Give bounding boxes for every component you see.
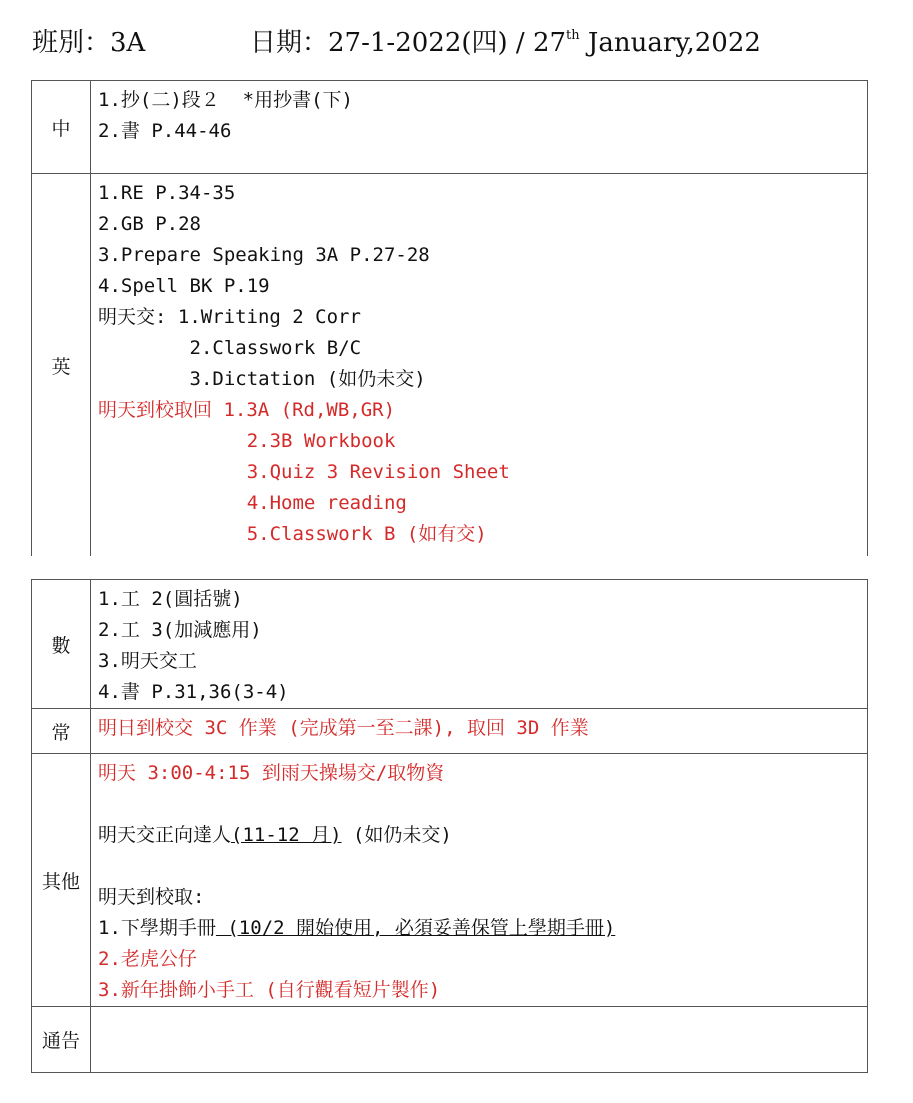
others-line-4 xyxy=(98,913,867,944)
row-notice xyxy=(32,1007,868,1073)
row-chinese xyxy=(32,81,868,174)
english-red-line-1: 明天到校取回 1.3A (Rd,WB,GR) xyxy=(98,399,396,421)
english-red-line-4: 4.Home reading xyxy=(98,492,407,514)
subject-others: 其他 xyxy=(32,754,91,1007)
date-ordinal-suffix: th xyxy=(566,28,580,43)
others-line-2 xyxy=(98,820,867,851)
others-line-4-underlined: (10/2 開始使用, 必須妥善保管上學期手冊) xyxy=(215,917,616,939)
subject-english: 英 xyxy=(32,174,91,557)
subject-notice: 通告 xyxy=(32,1007,91,1073)
homework-table-top xyxy=(31,80,868,556)
english-line-5: 明天交: 1.Writing 2 Corr xyxy=(98,306,361,328)
others-spacer-2 xyxy=(98,851,867,882)
class-label: 班別：3A xyxy=(32,28,146,58)
english-line-2: 2.GB P.28 xyxy=(98,213,201,235)
date-text: 日期：27-1-2022(四) / 27 xyxy=(250,28,567,58)
others-line-4-prefix: 1.下學期手冊 xyxy=(98,917,216,939)
others-line-6: 3.新年掛飾小手工 (自行觀看短片製作) xyxy=(98,979,441,1001)
others-line-2-suffix: (如仍未交) xyxy=(341,824,452,846)
english-red-line-5: 5.Classwork B (如有交) xyxy=(98,523,487,545)
english-line-1: 1.RE P.34-35 xyxy=(98,182,236,204)
others-line-3: 明天到校取: xyxy=(98,886,205,908)
subject-math: 數 xyxy=(32,580,91,709)
math-line-1: 1.工 2(圓括號) xyxy=(98,588,243,610)
page-header xyxy=(32,22,892,62)
homework-table-bottom xyxy=(31,579,868,1073)
others-line-2-underlined: (11-12 月) xyxy=(231,824,342,846)
subject-general: 常 xyxy=(32,709,91,754)
content-math xyxy=(91,580,868,709)
english-red-line-3: 3.Quiz 3 Revision Sheet xyxy=(98,461,510,483)
row-english xyxy=(32,174,868,557)
others-spacer-1 xyxy=(98,789,867,820)
chinese-line-2: 2.書 P.44-46 xyxy=(98,120,232,142)
math-line-2: 2.工 3(加減應用) xyxy=(98,619,262,641)
english-line-4: 4.Spell BK P.19 xyxy=(98,275,270,297)
content-general xyxy=(91,709,868,754)
others-line-2-prefix: 明天交正向達人 xyxy=(98,824,232,846)
english-line-3: 3.Prepare Speaking 3A P.27-28 xyxy=(98,244,430,266)
row-others xyxy=(32,754,868,1007)
date-english: January,2022 xyxy=(579,28,761,58)
row-general xyxy=(32,709,868,754)
others-line-1: 明天 3:00-4:15 到雨天操場交/取物資 xyxy=(98,762,445,784)
content-notice xyxy=(91,1007,868,1073)
content-chinese xyxy=(91,81,868,174)
math-line-4: 4.書 P.31,36(3-4) xyxy=(98,681,289,703)
date-label xyxy=(250,22,761,59)
content-english xyxy=(91,174,868,557)
content-others xyxy=(91,754,868,1007)
general-line: 明日到校交 3C 作業 (完成第一至二課), 取回 3D 作業 xyxy=(98,717,589,739)
others-line-5: 2.老虎公仔 xyxy=(98,948,197,970)
subject-chinese: 中 xyxy=(32,81,91,174)
english-line-6: 2.Classwork B/C xyxy=(98,337,362,359)
math-line-3: 3.明天交工 xyxy=(98,650,197,672)
english-line-7: 3.Dictation (如仍未交) xyxy=(98,368,426,390)
english-red-line-2: 2.3B Workbook xyxy=(98,430,396,452)
chinese-line-1: 1.抄(二)段２ *用抄書(下) xyxy=(98,89,353,111)
row-math xyxy=(32,580,868,709)
